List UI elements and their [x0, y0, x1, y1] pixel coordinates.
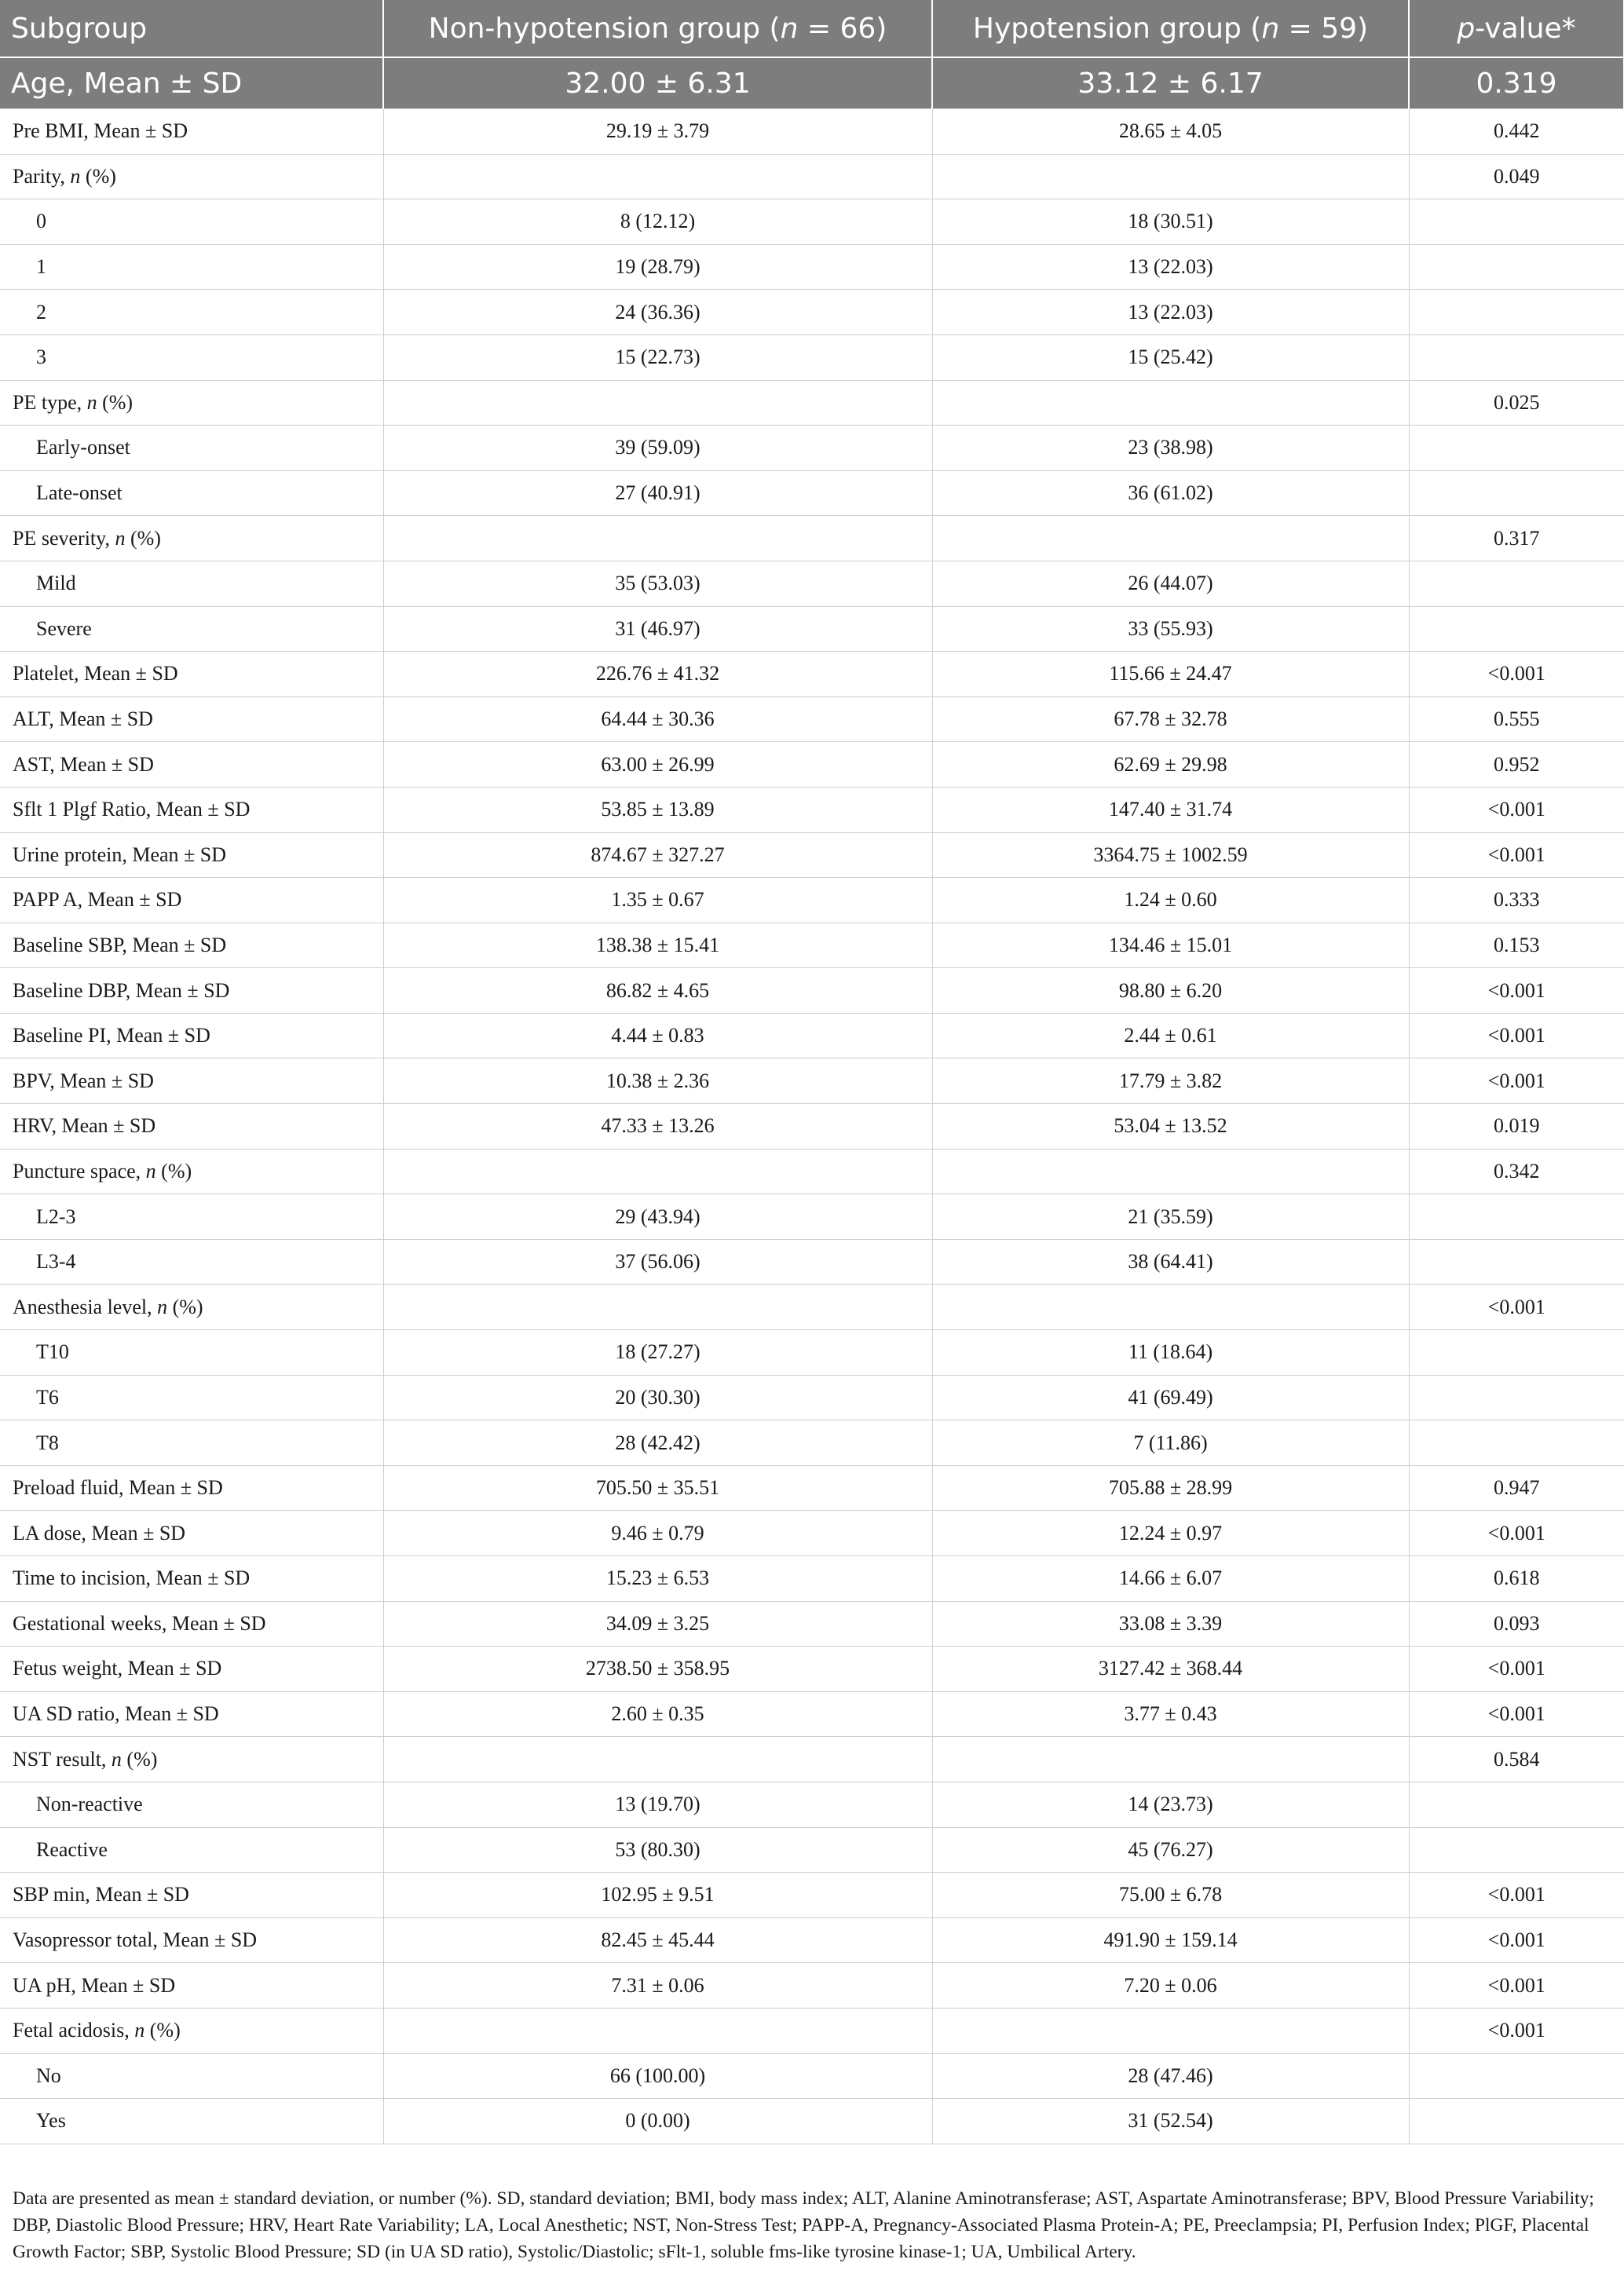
- p-value: <0.001: [1409, 968, 1624, 1014]
- table-row: [0, 1556, 1624, 1602]
- hypotension-value: 98.80 ± 6.20: [932, 968, 1409, 1014]
- row-label: LA dose, Mean ± SD: [0, 1511, 383, 1556]
- row-label: T6: [0, 1375, 383, 1420]
- row-label: No: [0, 2053, 383, 2099]
- p-value: [1409, 426, 1624, 471]
- hypotension-value: 15 (25.42): [932, 334, 1409, 380]
- non-hypotension-value: 31 (46.97): [383, 606, 932, 652]
- row-label: Gestational weeks, Mean ± SD: [0, 1601, 383, 1647]
- hypotension-value: 11 (18.64): [932, 1330, 1409, 1376]
- row-label: BPV, Mean ± SD: [0, 1058, 383, 1104]
- hypotension-value: 33.08 ± 3.39: [932, 1601, 1409, 1647]
- p-value: [1409, 470, 1624, 516]
- p-value: <0.001: [1409, 1013, 1624, 1058]
- non-hypotension-value: 2738.50 ± 358.95: [383, 1647, 932, 1692]
- row-label: PAPP A, Mean ± SD: [0, 878, 383, 923]
- row-label: Mild: [0, 561, 383, 606]
- p-value: [1409, 1330, 1624, 1376]
- non-hypotension-value: [383, 2008, 932, 2053]
- row-label: Early-onset: [0, 426, 383, 471]
- table-row: [0, 290, 1624, 335]
- row-label: L2-3: [0, 1194, 383, 1240]
- p-value: 0.093: [1409, 1601, 1624, 1647]
- non-hypotension-value: 13 (19.70): [383, 1782, 932, 1827]
- p-value: <0.001: [1409, 832, 1624, 878]
- non-hypotension-value: 9.46 ± 0.79: [383, 1511, 932, 1556]
- age-row: [0, 57, 1624, 109]
- non-hypotension-value: 2.60 ± 0.35: [383, 1691, 932, 1737]
- non-hypotension-value: 10.38 ± 2.36: [383, 1058, 932, 1104]
- table-row: [0, 1963, 1624, 2009]
- row-label: Vasopressor total, Mean ± SD: [0, 1917, 383, 1963]
- p-value: [1409, 1239, 1624, 1285]
- non-hypotension-value: 47.33 ± 13.26: [383, 1104, 932, 1150]
- non-hypotension-value: 29.19 ± 3.79: [383, 109, 932, 155]
- p-value: <0.001: [1409, 1963, 1624, 2009]
- table-row: [0, 1873, 1624, 1918]
- hypotension-value: 2.44 ± 0.61: [932, 1013, 1409, 1058]
- table-footnote: Data are presented as mean ± standard deviation, or number (%). SD, standard deviation; BMI, body mass index; ALT, Alanine Aminotransferase; AST, Aspartate Aminotransferase; BPV, Blood Pressure Variability; DBP, Diastolic Blood Pressure; HRV, Heart Rate Variability; LA, Local Anesthetic; NST, Non-Stress Test; PAPP-A, Pregnancy-Associated Plasma Protein-A; PE, Preeclampsia; PI, Perfusion Index; PlGF, Placental Growth Factor; SBP, Systolic Blood Pressure; SD (in UA SD ratio), Systolic/Diastolic; sFlt-1, soluble fms-like tyrosine kinase-1; UA, Umbilical Artery.: [13, 2188, 1594, 2262]
- row-label: Yes: [0, 2099, 383, 2144]
- hypotension-value: 491.90 ± 159.14: [932, 1917, 1409, 1963]
- row-label: Baseline PI, Mean ± SD: [0, 1013, 383, 1058]
- row-label: Puncture space, n (%): [0, 1149, 383, 1194]
- age-p-value: 0.319: [1409, 57, 1624, 109]
- non-hypotension-value: 53.85 ± 13.89: [383, 787, 932, 832]
- hypotension-value: [932, 380, 1409, 426]
- p-value: 0.049: [1409, 154, 1624, 199]
- non-hypotension-value: 63.00 ± 26.99: [383, 742, 932, 788]
- p-value: 0.025: [1409, 380, 1624, 426]
- hypotension-value: [932, 154, 1409, 199]
- p-value: [1409, 561, 1624, 606]
- p-value: [1409, 2053, 1624, 2099]
- row-label: Severe: [0, 606, 383, 652]
- hypotension-value: 38 (64.41): [932, 1239, 1409, 1285]
- non-hypotension-value: 102.95 ± 9.51: [383, 1873, 932, 1918]
- row-label: Sflt 1 Plgf Ratio, Mean ± SD: [0, 787, 383, 832]
- row-label: AST, Mean ± SD: [0, 742, 383, 788]
- table-row: [0, 923, 1624, 968]
- table-row: [0, 787, 1624, 832]
- row-label: Reactive: [0, 1827, 383, 1873]
- row-label: Baseline DBP, Mean ± SD: [0, 968, 383, 1014]
- non-hypotension-value: [383, 380, 932, 426]
- table-row: [0, 1239, 1624, 1285]
- row-label: 1: [0, 244, 383, 290]
- non-hypotension-value: [383, 1285, 932, 1330]
- row-label: Fetal acidosis, n (%): [0, 2008, 383, 2053]
- hypotension-value: 41 (69.49): [932, 1375, 1409, 1420]
- table-row: [0, 2053, 1624, 2099]
- table-row: [0, 1511, 1624, 1556]
- hypotension-value: 21 (35.59): [932, 1194, 1409, 1240]
- table-row: [0, 832, 1624, 878]
- row-label: Urine protein, Mean ± SD: [0, 832, 383, 878]
- p-value: <0.001: [1409, 1691, 1624, 1737]
- table-row: [0, 606, 1624, 652]
- hypotension-value: 3127.42 ± 368.44: [932, 1647, 1409, 1692]
- non-hypotension-value: 18 (27.27): [383, 1330, 932, 1376]
- non-hypotension-value: [383, 516, 932, 561]
- table-row: [0, 516, 1624, 561]
- table-row: [0, 1375, 1624, 1420]
- hypotension-value: 28.65 ± 4.05: [932, 109, 1409, 155]
- row-label: UA pH, Mean ± SD: [0, 1963, 383, 2009]
- p-value: <0.001: [1409, 1058, 1624, 1104]
- non-hypotension-value: [383, 1149, 932, 1194]
- hypotension-value: 7 (11.86): [932, 1420, 1409, 1466]
- p-value: [1409, 1194, 1624, 1240]
- p-value: <0.001: [1409, 1511, 1624, 1556]
- table-row: [0, 1058, 1624, 1104]
- hypotension-value: [932, 1285, 1409, 1330]
- table-row: [0, 154, 1624, 199]
- table-row: [0, 470, 1624, 516]
- p-value: [1409, 2099, 1624, 2144]
- hypotension-value: 17.79 ± 3.82: [932, 1058, 1409, 1104]
- hypotension-value: [932, 1737, 1409, 1782]
- p-value: <0.001: [1409, 1873, 1624, 1918]
- non-hypotension-value: 874.67 ± 327.27: [383, 832, 932, 878]
- table-row: [0, 1647, 1624, 1692]
- p-value: <0.001: [1409, 1917, 1624, 1963]
- table-row: [0, 742, 1624, 788]
- hypotension-value: 28 (47.46): [932, 2053, 1409, 2099]
- p-value: 0.584: [1409, 1737, 1624, 1782]
- age-non-hypotension: 32.00 ± 6.31: [383, 57, 932, 109]
- p-value: <0.001: [1409, 1647, 1624, 1692]
- hypotension-value: [932, 2008, 1409, 2053]
- hypotension-value: 14 (23.73): [932, 1782, 1409, 1827]
- p-value: 0.442: [1409, 109, 1624, 155]
- non-hypotension-value: 37 (56.06): [383, 1239, 932, 1285]
- row-label: T10: [0, 1330, 383, 1376]
- table-row: [0, 1285, 1624, 1330]
- header-p-value: p-value*: [1409, 0, 1624, 57]
- hypotension-value: 7.20 ± 0.06: [932, 1963, 1409, 2009]
- p-value: 0.952: [1409, 742, 1624, 788]
- row-label: T8: [0, 1420, 383, 1466]
- row-label: Preload fluid, Mean ± SD: [0, 1465, 383, 1511]
- age-label: Age, Mean ± SD: [0, 57, 383, 109]
- hypotension-value: 33 (55.93): [932, 606, 1409, 652]
- p-value: [1409, 1420, 1624, 1466]
- table-row: [0, 1194, 1624, 1240]
- non-hypotension-value: 35 (53.03): [383, 561, 932, 606]
- non-hypotension-value: 15 (22.73): [383, 334, 932, 380]
- table-row: [0, 561, 1624, 606]
- non-hypotension-value: 705.50 ± 35.51: [383, 1465, 932, 1511]
- row-label: Parity, n (%): [0, 154, 383, 199]
- table-row: [0, 1013, 1624, 1058]
- row-label: HRV, Mean ± SD: [0, 1104, 383, 1150]
- row-label: Time to incision, Mean ± SD: [0, 1556, 383, 1602]
- hypotension-value: 31 (52.54): [932, 2099, 1409, 2144]
- header-hypotension: Hypotension group (n = 59): [932, 0, 1409, 57]
- non-hypotension-value: 27 (40.91): [383, 470, 932, 516]
- table-row: [0, 109, 1624, 155]
- table-row: [0, 1601, 1624, 1647]
- hypotension-value: 62.69 ± 29.98: [932, 742, 1409, 788]
- hypotension-value: 147.40 ± 31.74: [932, 787, 1409, 832]
- non-hypotension-value: 1.35 ± 0.67: [383, 878, 932, 923]
- row-label: Pre BMI, Mean ± SD: [0, 109, 383, 155]
- p-value: 0.153: [1409, 923, 1624, 968]
- p-value: 0.019: [1409, 1104, 1624, 1150]
- non-hypotension-value: 226.76 ± 41.32: [383, 652, 932, 697]
- non-hypotension-value: 86.82 ± 4.65: [383, 968, 932, 1014]
- hypotension-value: 13 (22.03): [932, 290, 1409, 335]
- table-row: [0, 1330, 1624, 1376]
- p-value: <0.001: [1409, 2008, 1624, 2053]
- hypotension-value: 45 (76.27): [932, 1827, 1409, 1873]
- row-label: UA SD ratio, Mean ± SD: [0, 1691, 383, 1737]
- table-row: [0, 1420, 1624, 1466]
- hypotension-value: 14.66 ± 6.07: [932, 1556, 1409, 1602]
- table-row: [0, 2008, 1624, 2053]
- p-value: 0.947: [1409, 1465, 1624, 1511]
- p-value: [1409, 334, 1624, 380]
- table-row: [0, 199, 1624, 245]
- table-row: [0, 968, 1624, 1014]
- non-hypotension-value: 8 (12.12): [383, 199, 932, 245]
- hypotension-value: 12.24 ± 0.97: [932, 1511, 1409, 1556]
- p-value: 0.333: [1409, 878, 1624, 923]
- row-label: 0: [0, 199, 383, 245]
- table-row: [0, 1149, 1624, 1194]
- hypotension-value: 23 (38.98): [932, 426, 1409, 471]
- non-hypotension-value: [383, 154, 932, 199]
- hypotension-value: 115.66 ± 24.47: [932, 652, 1409, 697]
- row-label: PE severity, n (%): [0, 516, 383, 561]
- non-hypotension-value: 24 (36.36): [383, 290, 932, 335]
- hypotension-value: 75.00 ± 6.78: [932, 1873, 1409, 1918]
- header-row: [0, 0, 1624, 57]
- table-row: [0, 696, 1624, 742]
- non-hypotension-value: 138.38 ± 15.41: [383, 923, 932, 968]
- p-value: 0.342: [1409, 1149, 1624, 1194]
- hypotension-value: 67.78 ± 32.78: [932, 696, 1409, 742]
- p-value: 0.618: [1409, 1556, 1624, 1602]
- hypotension-value: 705.88 ± 28.99: [932, 1465, 1409, 1511]
- non-hypotension-value: 7.31 ± 0.06: [383, 1963, 932, 2009]
- non-hypotension-value: 15.23 ± 6.53: [383, 1556, 932, 1602]
- non-hypotension-value: 28 (42.42): [383, 1420, 932, 1466]
- hypotension-value: 134.46 ± 15.01: [932, 923, 1409, 968]
- p-value: <0.001: [1409, 787, 1624, 832]
- hypotension-value: 36 (61.02): [932, 470, 1409, 516]
- non-hypotension-value: 66 (100.00): [383, 2053, 932, 2099]
- table-row: [0, 652, 1624, 697]
- p-value: [1409, 1782, 1624, 1827]
- table-row: [0, 2099, 1624, 2144]
- non-hypotension-value: 20 (30.30): [383, 1375, 932, 1420]
- p-value: <0.001: [1409, 1285, 1624, 1330]
- hypotension-value: 53.04 ± 13.52: [932, 1104, 1409, 1150]
- p-value: 0.555: [1409, 696, 1624, 742]
- hypotension-value: 26 (44.07): [932, 561, 1409, 606]
- non-hypotension-value: 64.44 ± 30.36: [383, 696, 932, 742]
- header-subgroup: Subgroup: [0, 0, 383, 57]
- p-value: [1409, 1375, 1624, 1420]
- row-label: 3: [0, 334, 383, 380]
- non-hypotension-value: 4.44 ± 0.83: [383, 1013, 932, 1058]
- table-row: [0, 380, 1624, 426]
- hypotension-value: 13 (22.03): [932, 244, 1409, 290]
- table-row: [0, 1827, 1624, 1873]
- row-label: PE type, n (%): [0, 380, 383, 426]
- hypotension-value: 18 (30.51): [932, 199, 1409, 245]
- table-row: [0, 1737, 1624, 1782]
- table-row: [0, 244, 1624, 290]
- row-label: NST result, n (%): [0, 1737, 383, 1782]
- row-label: Baseline SBP, Mean ± SD: [0, 923, 383, 968]
- non-hypotension-value: 53 (80.30): [383, 1827, 932, 1873]
- table-row: [0, 426, 1624, 471]
- row-label: SBP min, Mean ± SD: [0, 1873, 383, 1918]
- non-hypotension-value: 39 (59.09): [383, 426, 932, 471]
- table-body: [0, 109, 1624, 2144]
- p-value: [1409, 290, 1624, 335]
- non-hypotension-value: 29 (43.94): [383, 1194, 932, 1240]
- hypotension-value: [932, 516, 1409, 561]
- table-row: [0, 334, 1624, 380]
- p-value: [1409, 1827, 1624, 1873]
- p-value: [1409, 606, 1624, 652]
- table-row: [0, 1782, 1624, 1827]
- row-label: L3-4: [0, 1239, 383, 1285]
- row-label: Late-onset: [0, 470, 383, 516]
- p-value: 0.317: [1409, 516, 1624, 561]
- table-row: [0, 1104, 1624, 1150]
- p-value: [1409, 244, 1624, 290]
- non-hypotension-value: 82.45 ± 45.44: [383, 1917, 932, 1963]
- hypotension-value: 3.77 ± 0.43: [932, 1691, 1409, 1737]
- table-row: [0, 1917, 1624, 1963]
- row-label: 2: [0, 290, 383, 335]
- row-label: Platelet, Mean ± SD: [0, 652, 383, 697]
- non-hypotension-value: [383, 1737, 932, 1782]
- p-value: <0.001: [1409, 652, 1624, 697]
- table-row: [0, 878, 1624, 923]
- p-value: [1409, 199, 1624, 245]
- header-non-hypotension: Non-hypotension group (n = 66): [383, 0, 932, 57]
- row-label: Non-reactive: [0, 1782, 383, 1827]
- hypotension-value: 3364.75 ± 1002.59: [932, 832, 1409, 878]
- hypotension-value: 1.24 ± 0.60: [932, 878, 1409, 923]
- hypotension-value: [932, 1149, 1409, 1194]
- table-row: [0, 1465, 1624, 1511]
- non-hypotension-value: 19 (28.79): [383, 244, 932, 290]
- age-hypotension: 33.12 ± 6.17: [932, 57, 1409, 109]
- row-label: Anesthesia level, n (%): [0, 1285, 383, 1330]
- row-label: Fetus weight, Mean ± SD: [0, 1647, 383, 1692]
- non-hypotension-value: 0 (0.00): [383, 2099, 932, 2144]
- table-row: [0, 1691, 1624, 1737]
- non-hypotension-value: 34.09 ± 3.25: [383, 1601, 932, 1647]
- row-label: ALT, Mean ± SD: [0, 696, 383, 742]
